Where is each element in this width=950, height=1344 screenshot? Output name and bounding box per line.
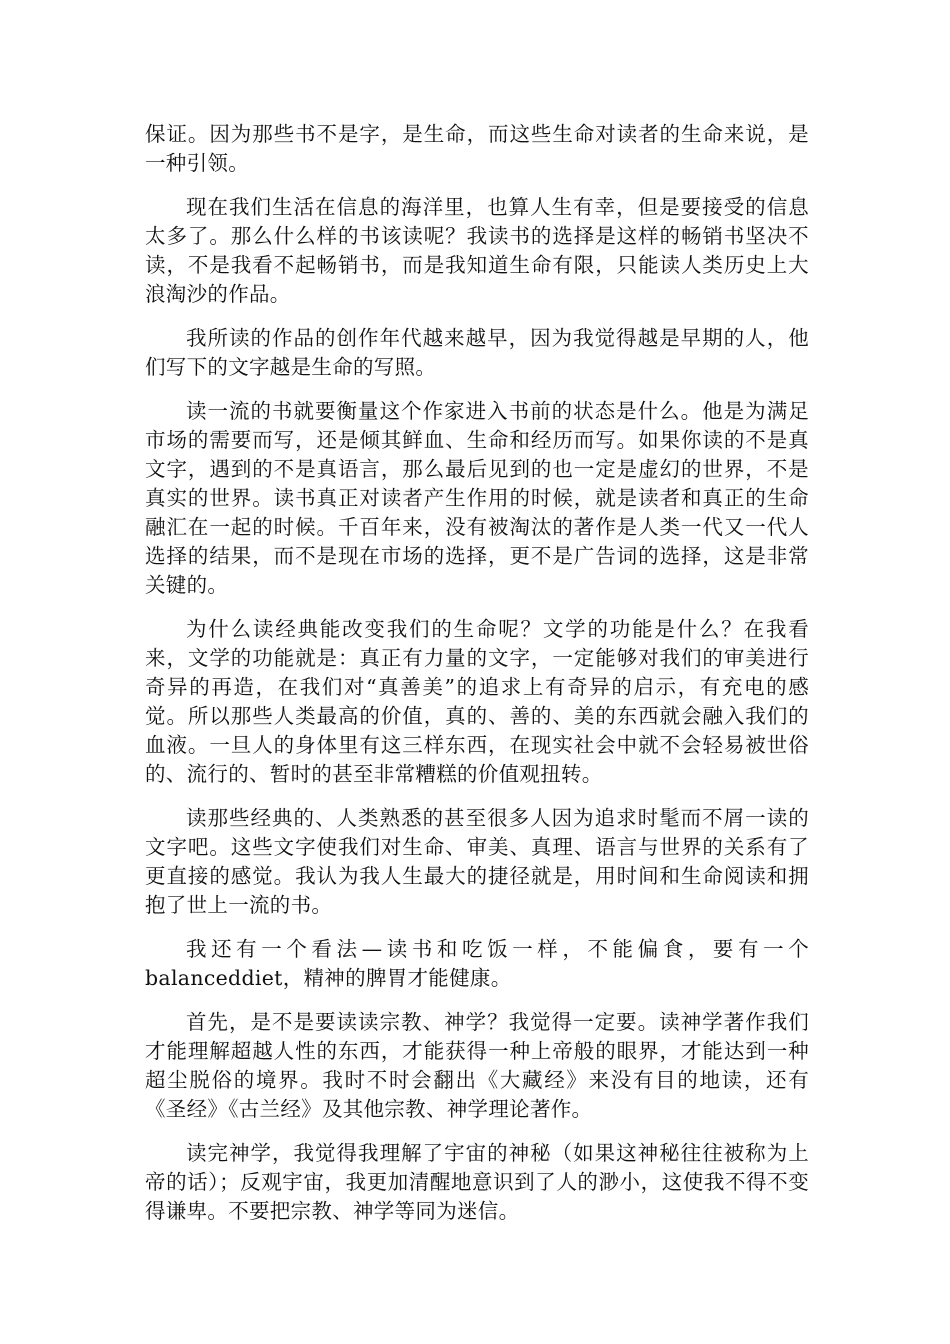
paragraph: 保证。因为那些书不是字，是生命，而这些生命对读者的生命来说，是一种引领。	[145, 122, 809, 175]
paragraph: 读一流的书就要衡量这个作家进入书前的状态是什么。他是为满足市场的需要而写，还是倾其鲜血、生命和经历而写。如果你读的不是真文字，遇到的不是真语言，那么最后见到的也一定是虚幻的世界，不是真实的世界。读书真正对读者产生作用的时候，就是读者和真正的生命融汇在一起的时候。千百年来，没有被淘汰的著作是人类一代又一代人选择的结果，而不是现在市场的选择，更不是广告词的选择，这是非常关键的。	[145, 399, 809, 597]
paragraph: 现在我们生活在信息的海洋里，也算人生有幸，但是要接受的信息太多了。那么什么样的书该读呢？我读书的选择是这样的畅销书坚决不读，不是我看不起畅销书，而是我知道生命有限，只能读人类历史上大浪淘沙的作品。	[145, 195, 809, 306]
paragraph: 读完神学，我觉得我理解了宇宙的神秘（如果这神秘往往被称为上帝的话）；反观宇宙，我更加清醒地意识到了人的渺小，这使我不得不变得谦卑。不要把宗教、神学等同为迷信。	[145, 1141, 809, 1223]
paragraph: 为什么读经典能改变我们的生命呢？文学的功能是什么？在我看来，文学的功能就是：真正有力量的文字，一定能够对我们的审美进行奇异的再造，在我们对“真善美”的追求上有奇异的启示，有充电的感觉。所以那些人类最高的价值，真的、善的、美的东西就会融入我们的血液。一旦人的身体里有这三样东西，在现实社会中就不会轻易被世俗的、流行的、暂时的甚至非常糟糕的价值观扭转。	[145, 617, 809, 786]
paragraph: 读那些经典的、人类熟悉的甚至很多人因为追求时髦而不屑一读的文字吧。这些文字使我们对生命、审美、真理、语言与世界的关系有了更直接的感觉。我认为我人生最大的捷径就是，用时间和生命阅读和拥抱了世上一流的书。	[145, 806, 809, 917]
paragraph: 我所读的作品的创作年代越来越早，因为我觉得越是早期的人，他们写下的文字越是生命的写照。	[145, 326, 809, 379]
paragraph: 我还有一个看法—读书和吃饭一样，不能偏食，要有一个balanceddiet，精神的脾胃才能健康。	[145, 937, 809, 990]
paragraph: 首先，是不是要读读宗教、神学？我觉得一定要。读神学著作我们才能理解超越人性的东西，才能获得一种上帝般的眼界，才能达到一种超尘脱俗的境界。我时不时会翻出《大藏经》来没有目的地读，还有《圣经》《古兰经》及其他宗教、神学理论著作。	[145, 1010, 809, 1121]
document-body	[145, 120, 809, 1241]
